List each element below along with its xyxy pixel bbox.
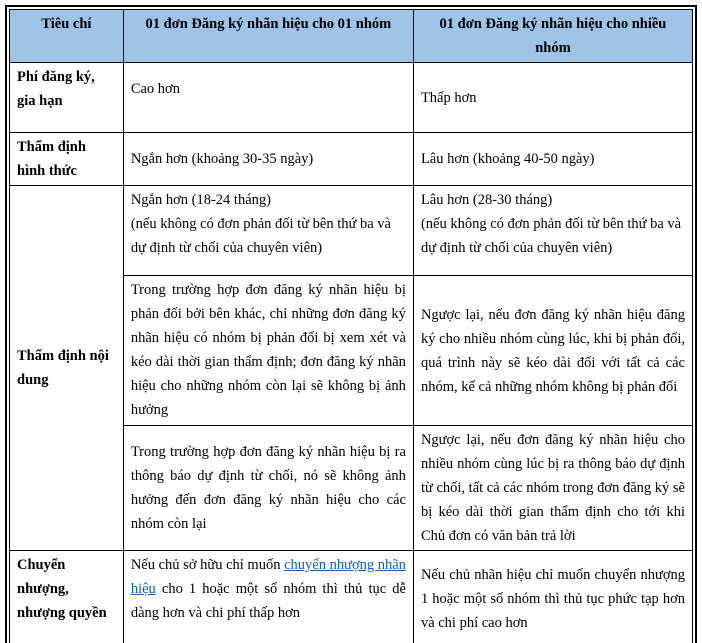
header-cell-single-group: 01 đơn Đăng ký nhãn hiệu cho 01 nhóm: [123, 10, 413, 63]
assignment-single-text-after: cho 1 hoặc một số nhóm thì thủ tục dễ dàng hơn và chi phí thấp hơn: [130, 581, 406, 621]
header-cell-criteria: Tiêu chí: [10, 10, 124, 63]
row-fee: [10, 63, 693, 133]
cell-assignment-multi: Nếu chủ nhãn hiệu chỉ muốn chuyển nhượng 1 hoặc một số nhóm thì thủ tục phức tạp hơn và chi phí cao hơn: [413, 551, 692, 643]
header-cell-multi-group: 01 đơn Đăng ký nhãn hiệu cho nhiều nhóm: [413, 10, 692, 63]
cell-fee-single: Cao hơn: [123, 63, 413, 133]
row-formality: [10, 133, 693, 186]
row-assignment: [10, 551, 693, 643]
assignment-single-text-before: Nếu chủ sở hữu chỉ muốn: [130, 557, 285, 573]
cell-assignment-single: [123, 551, 413, 643]
row-label-fee: Phí đăng ký, gia hạn: [10, 63, 124, 133]
cell-fee-multi: Thấp hơn: [413, 63, 692, 133]
substantive1-multi-line2: (nếu không có đơn phản đối từ bên thứ ba và dự định từ chối của chuyên viên): [420, 216, 682, 256]
cell-substantive2-single: Trong trường hợp đơn đăng ký nhãn hiệu bị phản đối bởi bên khác, chỉ những đơn đăng ký nhãn hiệu có nhóm bị phản đối bị xem xét và kéo dài thời gian thẩm định; đơn đăng ký nhãn hiệu cho những nhóm còn lại sẽ không bị ảnh hưởng: [123, 276, 413, 426]
cell-substantive1-single: [123, 186, 413, 276]
cell-substantive2-multi: Ngược lại, nếu đơn đăng ký nhãn hiệu đăng ký cho nhiều nhóm cùng lúc, khi bị phản đối, quá trình này sẽ kéo dài đối với tất cả các nhóm, kể cả những nhóm không bị phản đối: [413, 276, 692, 426]
cell-formality-single: Ngắn hơn (khoảng 30-35 ngày): [123, 133, 413, 186]
cell-substantive3-single: Trong trường hợp đơn đăng ký nhãn hiệu bị ra thông báo dự định từ chối, nó sẽ không ảnh hưởng đến đơn đăng ký nhãn hiệu cho các nhóm còn lại: [123, 426, 413, 551]
substantive1-single-line1: Ngắn hơn (18-24 tháng): [130, 192, 271, 208]
substantive1-single-line2: (nếu không có đơn phản đối từ bên thứ ba và dự định từ chối của chuyên viên): [130, 216, 391, 256]
cell-formality-multi: Lâu hơn (khoảng 40-50 ngày): [413, 133, 692, 186]
comparison-table-frame: [5, 5, 697, 643]
row-label-assignment: Chuyển nhượng, nhượng quyền: [10, 551, 124, 643]
cell-substantive1-multi: [413, 186, 692, 276]
row-label-substantive: Thẩm định nội dung: [10, 186, 124, 551]
header-row: [10, 10, 693, 63]
trademark-comparison-table: [9, 9, 693, 643]
cell-substantive3-multi: Ngược lại, nếu đơn đăng ký nhãn hiệu cho nhiều nhóm cùng lúc bị ra thông báo dự định từ chối, tất cả các nhóm trong đơn đăng ký sẽ bị kéo dài thời gian thẩm định cho tới khi Chủ đơn có văn bản trả lời: [413, 426, 692, 551]
row-label-formality: Thẩm định hình thức: [10, 133, 124, 186]
trademark-assignment-link[interactable]: chuyển nhượng nhãn hiệu: [130, 557, 406, 597]
row-substantive-1: [10, 186, 693, 276]
substantive1-multi-line1: Lâu hơn (28-30 tháng): [420, 192, 553, 208]
